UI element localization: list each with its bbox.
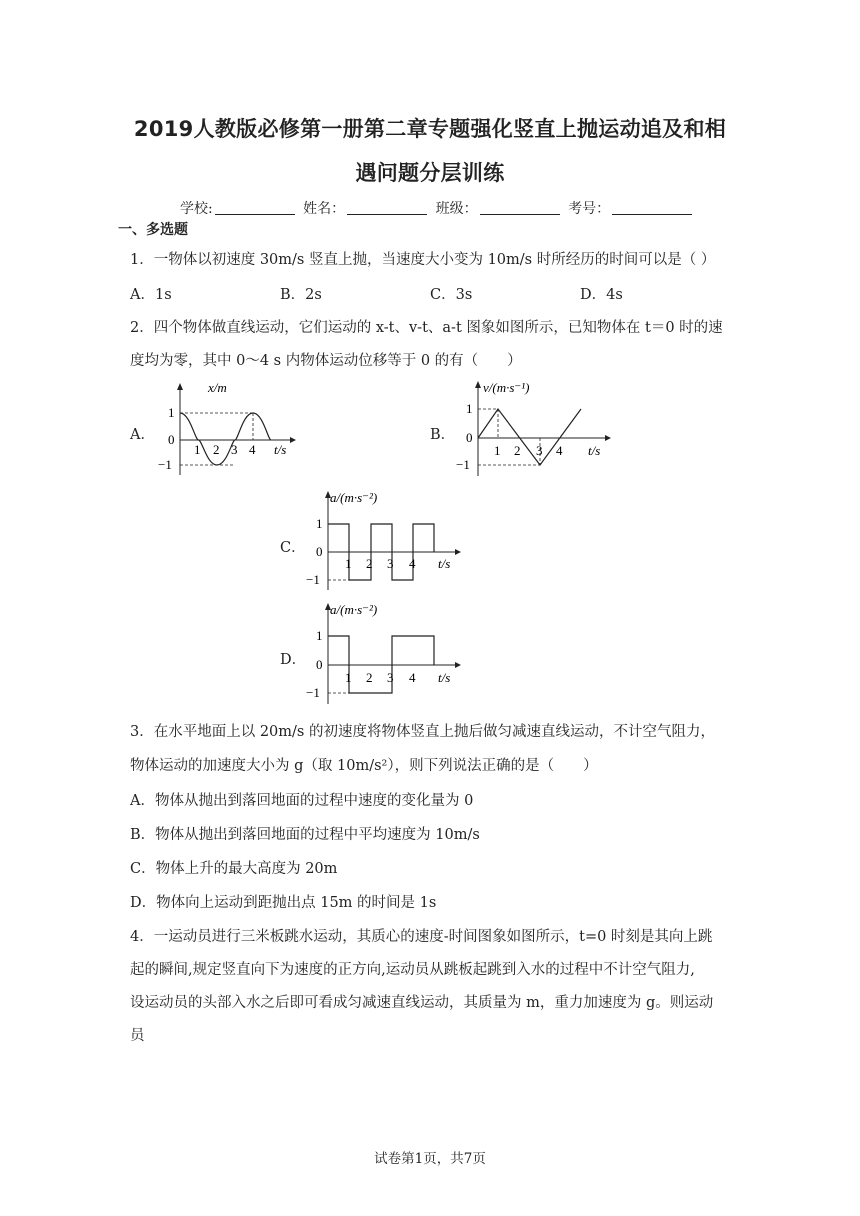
graph-c-xlabel: t/s (438, 556, 451, 571)
section-heading: 一、多选题 (118, 222, 188, 238)
graph-b-tick-x-3: 3 (536, 443, 543, 458)
graph-d-xlabel: t/s (438, 670, 451, 685)
graph-c-tick-x-4: 4 (409, 556, 416, 571)
graph-a-xlabel: t/s (274, 442, 287, 457)
q2-label-c: C． (280, 540, 306, 556)
question-4-line2: 起的瞬间,规定竖直向下为速度的正方向,运动员从跳板起跳到入水的过程中不计空气阻力, (130, 962, 695, 978)
graph-c-tick-x-1: 1 (345, 556, 352, 571)
graph-c-tick-y-neg1: −1 (306, 572, 320, 587)
school-blank[interactable] (215, 200, 295, 215)
page-footer: 试卷第1页，共7页 (374, 1151, 486, 1167)
graph-d-tick-y-1: 1 (316, 628, 323, 643)
question-1-text: 1．一物体以初速度 30m/s 竖直上抛，当速度大小变为 10m/s 时所经历的时间可以是（ ） (130, 252, 716, 268)
question-4-line1: 4．一运动员进行三米板跳水运动，其质心的速度-时间图象如图所示，t=0 时刻是其向上跳 (130, 929, 713, 945)
q3-option-c: C．物体上升的最大高度为 20m (130, 861, 338, 877)
class-label: 班级： (435, 201, 478, 217)
exam-no-blank[interactable] (612, 200, 692, 215)
graph-a-tick-y-1: 1 (168, 405, 175, 420)
graph-d-tick-x-2: 2 (366, 670, 373, 685)
graph-a-tick-y-neg1: −1 (158, 457, 172, 472)
question-4-line4: 员 (130, 1028, 145, 1044)
q3-option-b: B．物体从抛出到落回地面的过程中平均速度为 10m/s (130, 827, 480, 843)
doc-title-line1: 2019人教版必修第一册第二章专题强化竖直上抛运动追及和相 (133, 117, 727, 141)
name-blank[interactable] (347, 200, 427, 215)
graph-d-tick-x-4: 4 (409, 670, 416, 685)
graph-a-tick-x-3: 3 (231, 442, 238, 457)
graph-d-tick-x-1: 1 (345, 670, 352, 685)
graph-b-tick-y-neg1: −1 (456, 457, 470, 472)
graph-a-tick-x-2: 2 (213, 442, 220, 457)
graph-b-tick-x-2: 2 (514, 443, 521, 458)
graph-a-ylabel: x/m (208, 380, 227, 395)
graph-c-tick-y-0: 0 (316, 544, 323, 559)
graph-a-tick-y-0: 0 (168, 432, 175, 447)
graph-b-ylabel: v/(m·s⁻¹) (483, 380, 530, 395)
graph-b-tick-x-4: 4 (556, 443, 563, 458)
graph-b-xlabel: t/s (588, 443, 601, 458)
question-2-line2: 度均为零，其中 0～4 s 内物体运动位移等于 0 的有（ ） (130, 353, 522, 369)
graph-d-ylabel: a/(m·s⁻²) (330, 602, 378, 617)
exam-no-label: 考号： (568, 201, 611, 217)
q1-option-d: D．4s (580, 287, 623, 303)
graph-d-tick-y-0: 0 (316, 657, 323, 672)
graph-d-tick-x-3: 3 (387, 670, 394, 685)
graph-d-at (300, 600, 470, 708)
school-label: 学校: (180, 201, 213, 217)
doc-title-line2: 遇问题分层训练 (355, 161, 505, 185)
q2-label-b: B． (430, 427, 456, 443)
graph-c-tick-y-1: 1 (316, 516, 323, 531)
graph-b-tick-y-0: 0 (466, 430, 473, 445)
graph-b-vt (450, 378, 620, 480)
graph-a-xt (150, 380, 300, 480)
q3-option-d: D．物体向上运动到距抛出点 15m 的时间是 1s (130, 895, 437, 911)
class-blank[interactable] (480, 200, 560, 215)
graph-c-tick-x-3: 3 (387, 556, 394, 571)
question-3-line1: 3．在水平地面上以 20m/s 的初速度将物体竖直上抛后做匀减速直线运动，不计空气阻力， (130, 724, 715, 740)
q2-label-d: D． (280, 652, 307, 668)
graph-c-ylabel: a/(m·s⁻²) (330, 490, 378, 505)
graph-c-tick-x-2: 2 (366, 556, 373, 571)
graph-b-tick-y-1: 1 (466, 401, 473, 416)
graph-a-tick-x-4: 4 (249, 442, 256, 457)
graph-a-tick-x-1: 1 (194, 442, 201, 457)
q1-option-b: B．2s (280, 287, 322, 303)
student-info-line (180, 198, 696, 218)
q2-label-a: A． (130, 427, 155, 443)
question-3-line2: 物体运动的加速度大小为 g（取 10m/s²），则下列说法正确的是（ ） (130, 758, 598, 774)
graph-b-tick-x-1: 1 (494, 443, 501, 458)
q1-option-a: A．1s (130, 287, 172, 303)
q3-option-a: A．物体从抛出到落回地面的过程中速度的变化量为 0 (130, 793, 474, 809)
graph-c-at (300, 488, 470, 593)
question-2-line1: 2．四个物体做直线运动，它们运动的 x-t、v-t、a-t 图象如图所示，已知物体在 t＝0 时的速 (130, 320, 723, 336)
question-4-line3: 设运动员的头部入水之后即可看成匀减速直线运动，其质量为 m，重力加速度为 g。则运动 (130, 995, 714, 1011)
graph-d-tick-y-neg1: −1 (306, 685, 320, 700)
name-label: 姓名： (303, 201, 346, 217)
q1-option-c: C．3s (430, 287, 473, 303)
